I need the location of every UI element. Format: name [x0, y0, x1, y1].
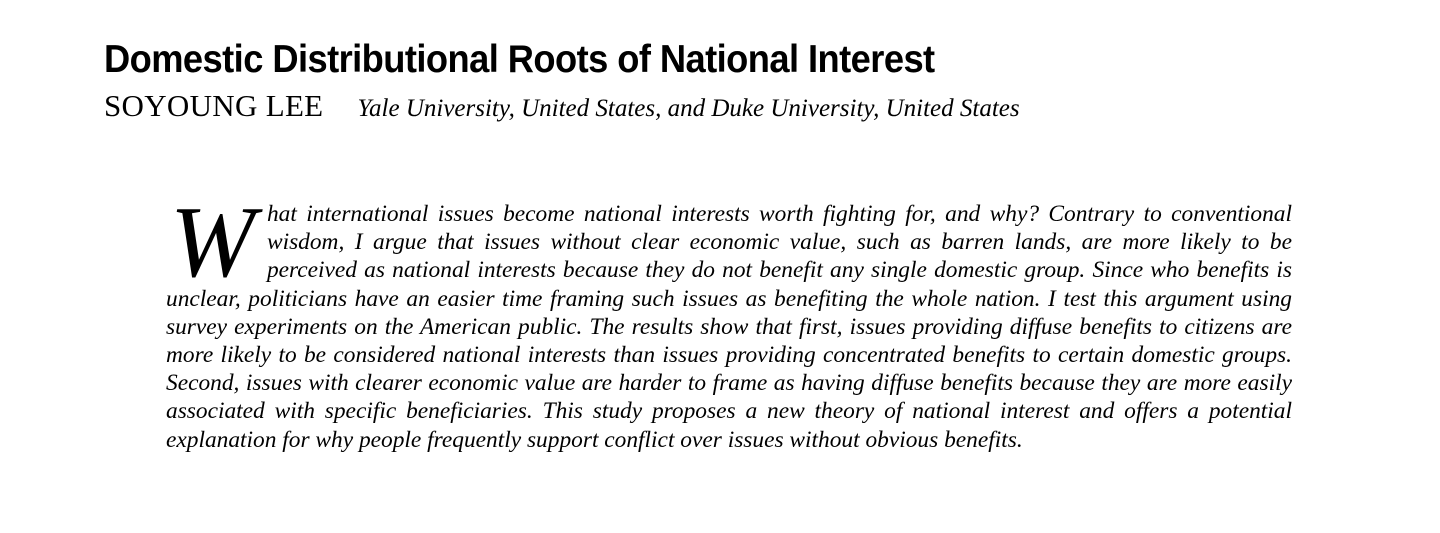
author-affiliation: Yale University, United States, and Duke University, United States	[357, 95, 1020, 122]
abstract	[166, 186, 1292, 454]
abstract-text: hat international issues become national interests worth fighting for, and why? Contrary to conventional wisdom, I argue that issues without clear economic value, such as barren lands, are more likely to be perceived as national interests because they do not benefit any single domestic group. Since who benefits is unclear, politicians have an easier time framing such issues as benefiting the whole nation. I test this argument using survey experiments on the American public. The results show that first, issues providing diffuse benefits to citizens are more likely to be considered national interests than issues providing concentrated benefits to certain domestic groups. Second, issues with clearer economic value are harder to frame as having diffuse benefits because they are more easily associated with specific beneficiaries. This study proposes a new theory of national interest and offers a potential explanation for why people frequently support conflict over issues without obvious benefits.	[166, 201, 1292, 453]
author-name: SOYOUNG LEE	[104, 88, 324, 123]
abstract-drop-cap: W	[170, 186, 255, 299]
byline	[104, 87, 1020, 128]
paper-title: Domestic Distributional Roots of National Interest	[104, 38, 935, 81]
